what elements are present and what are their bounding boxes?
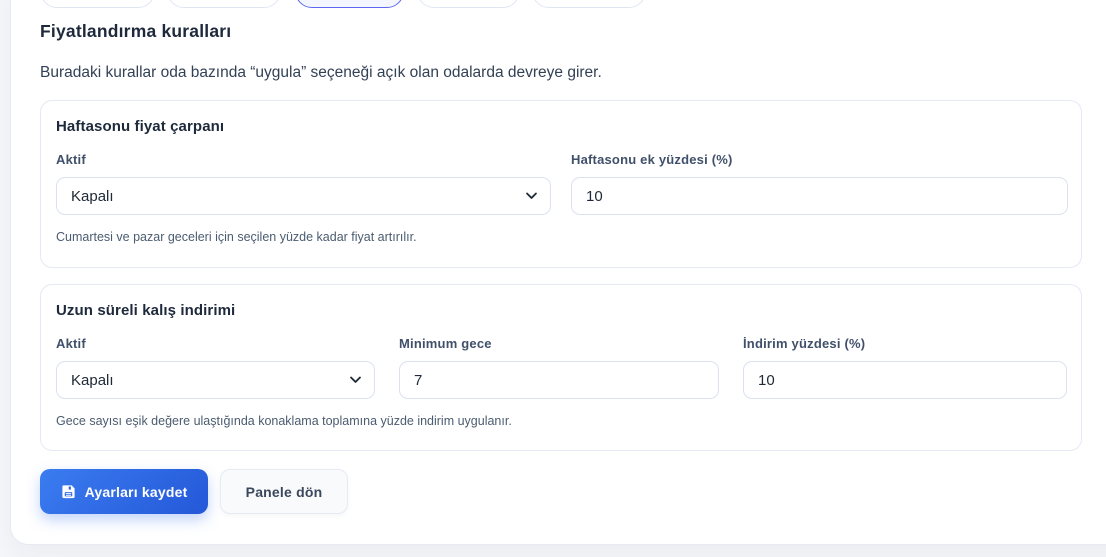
long-stay-active-field [56, 336, 375, 399]
long-stay-card-title: Uzun süreli kalış indirimi [56, 302, 236, 319]
weekend-active-label: Aktif [56, 152, 86, 167]
action-buttons-row [40, 469, 348, 514]
min-nights-input[interactable] [399, 361, 719, 399]
discount-percent-label: İndirim yüzdesi (%) [743, 336, 866, 351]
tab-pill-5[interactable] [532, 0, 646, 8]
page-title: Fiyatlandırma kuralları [40, 21, 232, 41]
back-to-panel-label: Panele dön [245, 483, 323, 500]
weekend-help-text: Cumartesi ve pazar geceleri için seçilen yüzde kadar fiyat artırılır. [56, 230, 417, 244]
weekend-active-select[interactable] [56, 177, 551, 215]
weekend-percent-input[interactable] [571, 177, 1068, 215]
long-stay-active-label: Aktif [56, 336, 86, 351]
floppy-disk-icon [61, 484, 76, 499]
discount-percent-field [743, 336, 1067, 399]
long-stay-discount-card [40, 284, 1082, 451]
weekend-active-field [56, 152, 551, 215]
back-to-panel-button[interactable] [220, 469, 348, 514]
min-nights-label: Minimum gece [399, 336, 492, 351]
page-background [0, 546, 1106, 557]
long-stay-help-text: Gece sayısı eşik değere ulaştığında konaklama toplamına yüzde indirim uygulanır. [56, 414, 512, 428]
min-nights-field [399, 336, 719, 399]
weekend-card-title: Haftasonu fiyat çarpanı [56, 118, 225, 135]
long-stay-active-select[interactable] [56, 361, 375, 399]
save-settings-label: Ayarları kaydet [84, 483, 188, 500]
weekend-multiplier-card [40, 100, 1082, 268]
tab-pill-1[interactable] [40, 0, 155, 8]
weekend-percent-field [571, 152, 1068, 215]
weekend-percent-label: Haftasonu ek yüzdesi (%) [571, 152, 733, 167]
tab-pill-3-active[interactable] [295, 0, 404, 8]
discount-percent-input[interactable] [743, 361, 1067, 399]
page-description: Buradaki kurallar oda bazında “uygula” seçeneği açık olan odalarda devreye girer. [40, 64, 602, 81]
tab-pill-2[interactable] [167, 0, 281, 8]
tab-pill-4[interactable] [417, 0, 520, 8]
save-settings-button[interactable] [40, 469, 208, 514]
